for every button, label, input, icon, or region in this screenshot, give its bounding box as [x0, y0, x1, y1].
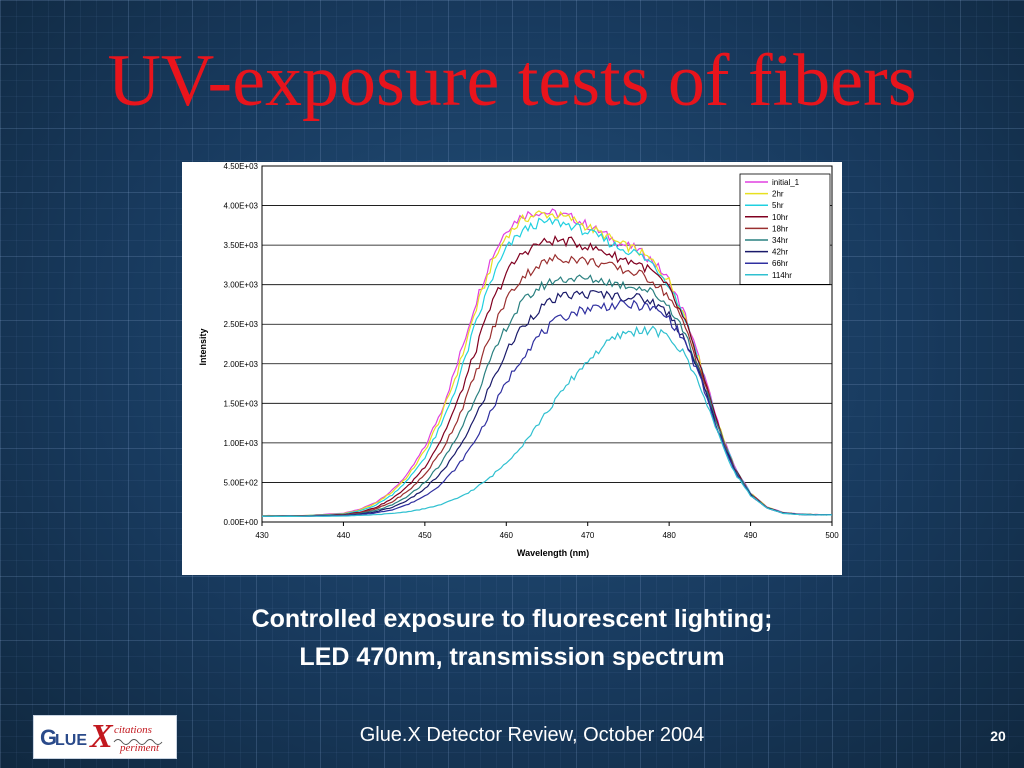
- legend-label: initial_1: [772, 178, 800, 187]
- series-line-18hr: [262, 255, 832, 516]
- spectrum-chart: [182, 162, 842, 575]
- caption-line-2: LED 470nm, transmission spectrum: [299, 643, 725, 671]
- logo-sub-text-2: periment: [120, 742, 160, 754]
- x-tick-label: 500: [825, 531, 839, 540]
- x-tick-label: 440: [336, 531, 351, 540]
- legend-label: 66hr: [772, 259, 789, 269]
- y-tick-label: 4.50E+03: [223, 162, 258, 171]
- x-tick-label: 470: [581, 531, 595, 540]
- x-tick-label: 460: [499, 531, 513, 540]
- svg-text:LUE: LUE: [55, 732, 87, 749]
- logo-sub-text-1: citations: [114, 724, 152, 736]
- x-tick-label: 480: [662, 531, 676, 540]
- slide-title: UV-exposure tests of fibers: [107, 40, 917, 122]
- legend-label: 2hr: [772, 189, 784, 199]
- footer-text: Glue.X Detector Review, October 2004: [359, 724, 705, 746]
- x-tick-label: 490: [743, 531, 758, 540]
- y-tick-label: 5.00E+02: [223, 478, 258, 488]
- svg-text:X: X: [90, 718, 113, 755]
- y-tick-label: 2.00E+03: [223, 359, 258, 369]
- legend-label: 114hr: [772, 270, 792, 280]
- chart-panel: [182, 162, 842, 575]
- y-tick-label: 1.50E+03: [223, 399, 258, 409]
- legend-label: 5hr: [772, 201, 784, 211]
- y-tick-label: 1.00E+03: [223, 438, 258, 448]
- x-tick-label: 430: [255, 531, 269, 540]
- x-axis-label: Wavelength (nm): [516, 548, 590, 558]
- caption: [0, 600, 1024, 676]
- series-line-34hr: [262, 275, 832, 516]
- page-number: 20: [990, 728, 1006, 744]
- y-tick-label: 0.00E+00: [223, 518, 258, 527]
- y-tick-label: 2.50E+03: [223, 320, 258, 330]
- legend-label: 42hr: [772, 247, 789, 257]
- y-axis-label: Intensity: [198, 328, 208, 366]
- y-tick-label: 4.00E+03: [223, 201, 258, 211]
- caption-line-1: Controlled exposure to fluorescent lighting;: [251, 605, 773, 633]
- series-line-66hr: [262, 301, 832, 517]
- legend-label: 10hr: [772, 212, 789, 222]
- logo-main-text: G: [40, 725, 58, 750]
- legend-label: 34hr: [772, 236, 789, 245]
- x-tick-label: 450: [418, 531, 432, 540]
- y-tick-label: 3.00E+03: [223, 280, 258, 290]
- legend-label: 18hr: [772, 224, 789, 234]
- y-tick-label: 3.50E+03: [223, 241, 258, 251]
